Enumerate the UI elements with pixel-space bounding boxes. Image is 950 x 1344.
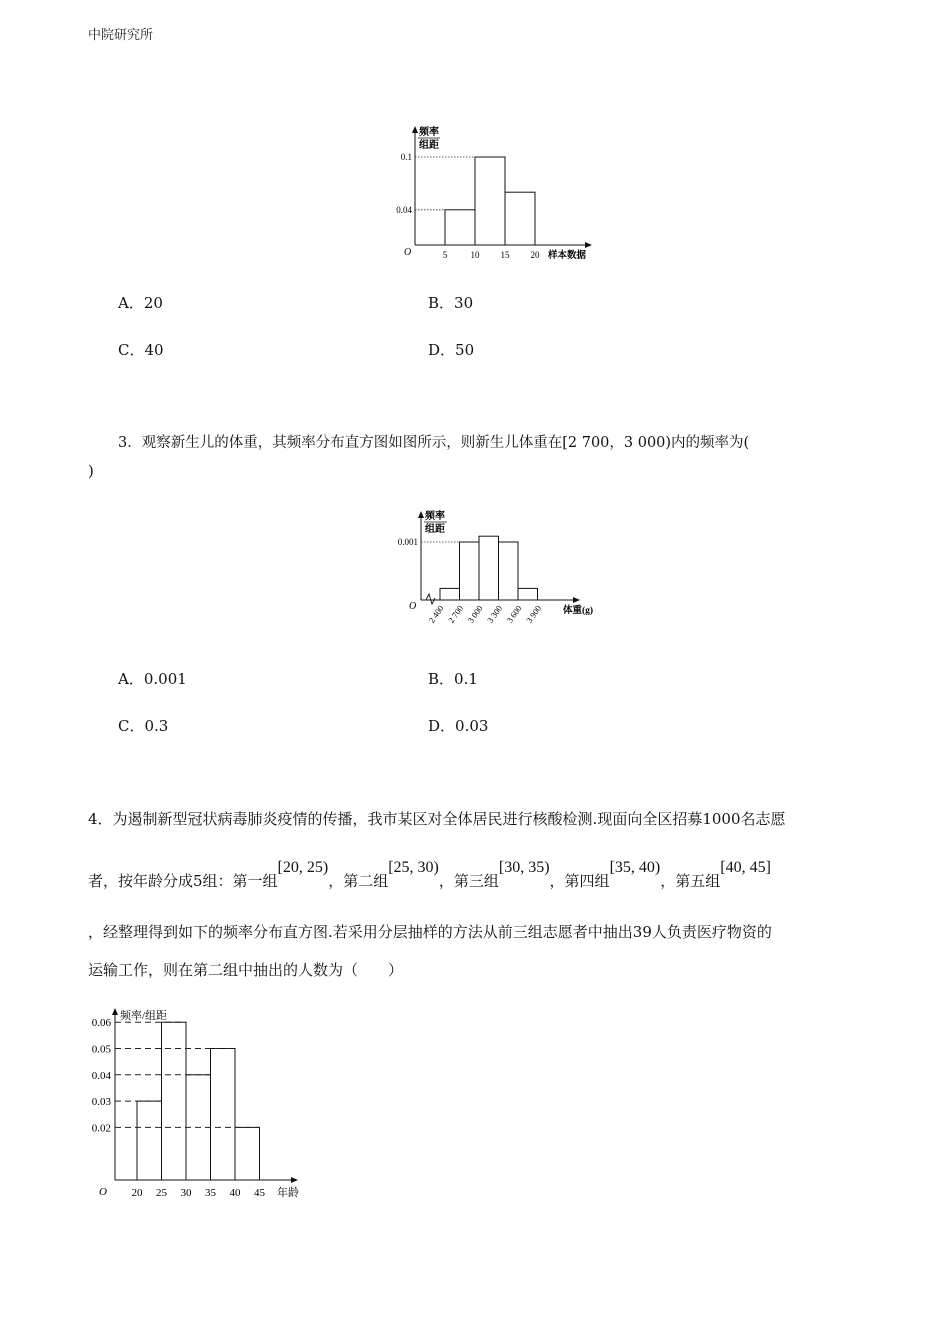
histogram-bar-2 [162,1022,187,1180]
x-axis-label: 年龄 [277,1187,299,1199]
group-2-interval: [25, 30) [388,859,439,876]
histogram-bar-4 [499,542,519,600]
y-tick-label: 0.03 [91,1096,111,1109]
q4-text-b: ，第二组 [328,872,389,890]
q4-stem-line1: 4．为遏制新型冠状病毒肺炎疫情的传播，我市某区对全体居民进行核酸检测.现面向全区招募1000名志愿 [88,810,786,828]
header-org: 中院研究所 [88,28,154,43]
q3-stem-line1: 3．观察新生儿的体重，其频率分布直方图如图所示，则新生儿体重在[2 700，3 000)内的频率为( [118,435,750,451]
x-tick-label: 3 900 [523,603,544,625]
y-tick-label: 0.05 [91,1043,111,1056]
x-axis-arrow [573,597,580,603]
histogram-bar-3 [479,536,499,600]
x-tick-label: 3 600 [504,603,524,625]
group-5-interval: [40, 45] [720,859,771,876]
x-tick-label: 5 [442,250,448,260]
y-tick-label: 0.04 [91,1069,111,1082]
y-label-top: 频率 [425,511,445,522]
x-tick-label: 15 [500,250,510,260]
x-tick-label: 30 [180,1187,192,1199]
histogram-bar-2 [460,542,480,600]
histogram-bar-2 [475,157,505,245]
x-tick-label: 2 400 [426,603,446,625]
q2-option-d[interactable]: D．50 [428,341,475,359]
histogram-bar-1 [445,210,475,245]
x-tick-label: 3 300 [484,603,505,625]
x-axis-label: 体重(g) [563,606,594,616]
x-tick-label: 20 [530,250,540,260]
x-tick-label: 10 [470,250,480,260]
x-axis-label: 样本数据 [548,251,587,261]
group-1-interval: [20, 25) [277,859,329,876]
q4-text-e: ，第五组 [660,872,721,890]
y-label-top: 频率 [419,127,439,138]
x-tick-label: 2 700 [445,603,466,625]
q2-option-b[interactable]: B．30 [428,294,474,312]
x-axis-arrow [585,242,592,248]
axis-break-mark [426,594,435,604]
y-tick-label: 0.06 [91,1017,111,1030]
q3-stem-line2: ) [88,462,94,480]
histogram-bar-1 [440,588,460,600]
group-3-interval: [30, 35) [498,859,550,876]
y-tick-label: 0.1 [400,152,412,162]
y-tick-label: 0.04 [396,204,412,215]
x-tick-label: 20 [131,1187,143,1199]
x-axis-arrow [291,1177,298,1183]
y-label-bottom: 组距 [425,524,445,535]
q4-stem-line2 [88,856,771,890]
histogram-sample-data [380,120,620,270]
histogram-bar-4 [211,1049,236,1181]
q4-text-a: 者，按年龄分成5组：第一组 [88,872,278,890]
x-tick-label: 35 [205,1187,216,1199]
q3-option-c[interactable]: C．0.3 [118,717,169,735]
q3-option-d[interactable]: D．0.03 [428,717,489,735]
y-axis-arrow [418,511,424,518]
y-label-bottom: 组距 [419,140,439,151]
q4-stem-line3: ，经整理得到如下的频率分布直方图.若采用分层抽样的方法从前三组志愿者中抽出39人负责医疗物资的 [88,923,772,941]
q4-stem-line4: 运输工作，则在第二组中抽出的人数为（ ） [88,961,404,979]
q2-option-a[interactable]: A．20 [118,294,163,312]
origin-label: O [99,1186,107,1198]
q4-text-d: ，第四组 [549,872,610,890]
histogram-volunteer-age [85,1000,310,1205]
histogram-newborn-weight [385,505,610,635]
x-tick-label: 40 [229,1187,241,1199]
q3-option-b[interactable]: B．0.1 [428,670,478,688]
histogram-bar-5 [235,1127,260,1180]
q4-text-c: ，第三组 [438,872,499,890]
y-tick-label: 0.02 [91,1122,111,1135]
x-tick-label: 3 000 [465,603,485,625]
histogram-bar-3 [505,192,535,245]
histogram-bar-1 [137,1101,162,1180]
y-tick-label: 0.001 [397,537,418,547]
y-axis-label: 频率/组距 [120,1010,168,1022]
origin-label: O [404,247,412,258]
y-axis-arrow [112,1008,118,1015]
y-axis-arrow [412,126,418,133]
origin-label: O [409,601,417,612]
q3-option-a[interactable]: A．0.001 [118,670,187,688]
histogram-bar-5 [518,588,538,600]
group-4-interval: [35, 40) [609,859,661,876]
x-tick-label: 45 [254,1187,265,1199]
x-tick-label: 25 [156,1187,167,1199]
q2-option-c[interactable]: C．40 [118,341,164,359]
